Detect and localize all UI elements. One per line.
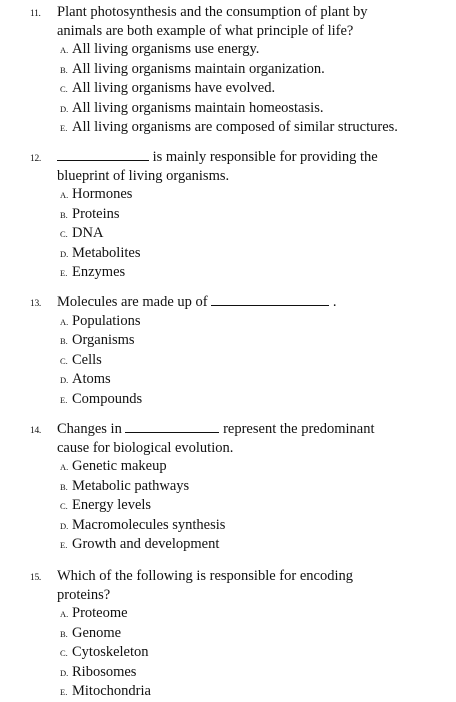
stem-before-blank: Changes in: [57, 421, 122, 437]
choice-d[interactable]: [60, 244, 445, 264]
choice-text: Hormones: [72, 186, 133, 202]
choice-text: Genome: [72, 624, 122, 641]
choice-a[interactable]: [60, 312, 445, 332]
choice-text: Compounds: [72, 390, 143, 407]
question-stem: [30, 3, 445, 40]
choice-letter: E.: [60, 540, 68, 550]
choice-c[interactable]: [60, 643, 445, 663]
choice-e[interactable]: [60, 263, 445, 283]
choice-a[interactable]: [60, 604, 445, 624]
choice-text: Ribosomes: [72, 663, 137, 680]
choice-letter: C.: [60, 648, 68, 658]
choice-list: [30, 40, 445, 138]
stem-line-2: blueprint of living organisms.: [57, 167, 230, 184]
choice-text: All living organisms maintain organization.: [72, 60, 325, 77]
stem-line-1: Plant photosynthesis and the consumption of plant by: [57, 4, 368, 20]
choice-text: All living organisms use energy.: [72, 41, 260, 57]
choice-a[interactable]: [60, 185, 445, 205]
choice-text: Cells: [72, 351, 102, 368]
question-number: 11.: [30, 9, 41, 19]
choice-a[interactable]: [60, 40, 445, 60]
choice-letter: B.: [60, 628, 68, 639]
choice-c[interactable]: [60, 224, 445, 244]
choice-c[interactable]: [60, 351, 445, 371]
choice-letter: C.: [60, 84, 68, 94]
choice-b[interactable]: [60, 331, 445, 351]
choice-list: [30, 185, 445, 283]
choice-text: Macromolecules synthesis: [72, 516, 226, 533]
choice-letter: E.: [60, 123, 68, 133]
choice-text: All living organisms maintain homeostasis.: [72, 99, 324, 116]
choice-text: Genetic makeup: [72, 458, 167, 474]
choice-letter: C.: [60, 355, 68, 366]
question-stem: [30, 420, 445, 457]
choice-text: Cytoskeleton: [72, 644, 149, 660]
stem-after-blank: .: [332, 294, 337, 310]
stem-before-blank: Molecules are made up of: [57, 294, 208, 310]
answer-blank[interactable]: [57, 148, 149, 161]
choice-text: Populations: [72, 312, 141, 329]
choice-text: Proteome: [72, 605, 128, 621]
stem-line-2: cause for biological evolution.: [57, 439, 234, 456]
choice-d[interactable]: [60, 663, 445, 683]
choice-b[interactable]: [60, 205, 445, 225]
choice-letter: D.: [60, 375, 69, 385]
question-number: 14.: [30, 426, 41, 436]
stem-line-2: animals are both example of what principle of life?: [57, 22, 354, 39]
choice-text: Atoms: [72, 371, 111, 387]
choice-c[interactable]: [60, 79, 445, 99]
choice-text: All living organisms have evolved.: [72, 80, 276, 96]
choice-text: Proteins: [72, 205, 120, 222]
stem-line-1: Which of the following is responsible for encoding: [57, 568, 353, 584]
choice-c[interactable]: [60, 496, 445, 516]
choice-e[interactable]: [60, 118, 445, 138]
question-14: [30, 420, 445, 555]
question-12: [30, 148, 445, 283]
choice-e[interactable]: [60, 535, 445, 555]
choice-letter: E.: [60, 687, 68, 697]
question-13: [30, 293, 445, 409]
choice-letter: A.: [60, 462, 69, 472]
choice-list: [30, 457, 445, 555]
choice-text: Metabolites: [72, 244, 141, 261]
choice-letter: C.: [60, 501, 68, 511]
choice-letter: E.: [60, 268, 68, 278]
choice-b[interactable]: [60, 477, 445, 497]
question-number: 12.: [30, 154, 41, 164]
question-number: 13.: [30, 299, 41, 309]
question-stem: [30, 293, 445, 312]
stem-after-blank: is mainly responsible for providing the: [152, 149, 378, 165]
choice-letter: A.: [60, 316, 69, 327]
choice-e[interactable]: [60, 682, 445, 702]
choice-b[interactable]: [60, 624, 445, 644]
choice-e[interactable]: [60, 390, 445, 410]
choice-letter: D.: [60, 520, 69, 531]
question-stem: [30, 148, 445, 185]
stem-after-blank: represent the predominant: [223, 421, 375, 437]
choice-letter: A.: [60, 190, 69, 200]
choice-d[interactable]: [60, 370, 445, 390]
choice-letter: A.: [60, 45, 69, 55]
choice-text: All living organisms are composed of similar structures.: [72, 119, 398, 135]
choice-letter: E.: [60, 394, 68, 405]
answer-blank[interactable]: [125, 420, 219, 433]
choice-a[interactable]: [60, 457, 445, 477]
question-15: [30, 567, 445, 702]
choice-text: Metabolic pathways: [72, 477, 190, 494]
choice-letter: B.: [60, 64, 68, 75]
choice-list: [30, 604, 445, 702]
question-stem: [30, 567, 445, 604]
choice-d[interactable]: [60, 99, 445, 119]
choice-text: Mitochondria: [72, 683, 151, 699]
question-number: 15.: [30, 573, 41, 583]
choice-letter: B.: [60, 209, 68, 220]
choice-letter: C.: [60, 229, 68, 239]
choice-text: Organisms: [72, 332, 135, 348]
choice-letter: B.: [60, 481, 68, 492]
choice-b[interactable]: [60, 60, 445, 80]
choice-text: Growth and development: [72, 536, 220, 552]
choice-list: [30, 312, 445, 410]
choice-text: Enzymes: [72, 264, 126, 280]
answer-blank[interactable]: [211, 293, 329, 306]
stem-line-2: proteins?: [57, 586, 111, 603]
choice-text: Energy levels: [72, 497, 152, 513]
choice-letter: D.: [60, 248, 69, 259]
choice-d[interactable]: [60, 516, 445, 536]
choice-letter: D.: [60, 103, 69, 114]
choice-letter: D.: [60, 667, 69, 678]
choice-letter: B.: [60, 336, 68, 346]
choice-letter: A.: [60, 609, 69, 619]
choice-text: DNA: [72, 225, 104, 241]
question-11: [30, 3, 445, 138]
